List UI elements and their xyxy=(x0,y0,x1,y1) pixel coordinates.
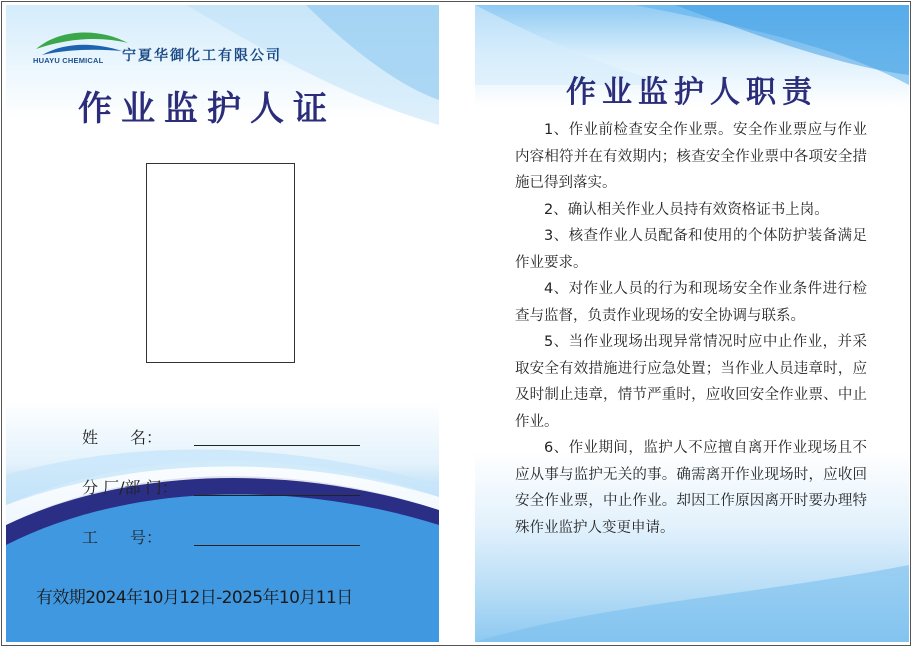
employee-number-label: 工 号： xyxy=(82,528,163,547)
card-title: 作业监护人证 xyxy=(78,89,336,129)
name-label: 姓 名： xyxy=(82,428,163,447)
duty-item: 3、核查作业人员配备和使用的个体防护装备满足作业要求。 xyxy=(515,228,867,271)
id-card-front xyxy=(6,5,439,642)
validity-period: 有效期2024年10月12日-2025年10月11日 xyxy=(36,588,353,608)
employee-number-field xyxy=(82,525,382,549)
duty-item: 6、作业期间，监护人不应擅自离开作业现场且不应从事与监护无关的事。确需离开作业现场时，应收回安全作业票，中止作业。却因工作原因离开时要办理特殊作业监护人变更申请。 xyxy=(515,440,867,536)
department-field xyxy=(82,475,382,499)
department-underline xyxy=(194,495,360,496)
duty-item: 1、作业前检查安全作业票。安全作业票应与作业内容相符并在有效期内；核查安全作业票中各项安全措施已得到落实。 xyxy=(515,122,867,191)
duty-item: 4、对作业人员的行为和现场安全作业条件进行检查与监督，负责作业现场的安全协调与联系。 xyxy=(515,281,867,324)
duty-item: 2、确认相关作业人员持有效资格证书上岗。 xyxy=(544,201,829,218)
name-field xyxy=(82,425,382,449)
id-card-back xyxy=(475,5,909,642)
name-underline xyxy=(194,445,360,446)
company-name: 宁夏华御化工有限公司 xyxy=(122,48,282,64)
employee-number-underline xyxy=(194,545,360,546)
duty-item: 5、当作业现场出现异常情况时应中止作业，并采取安全有效措施进行应急处置；当作业人员违章时，应及时制止违章，情节严重时，应收回安全作业票、中止作业。 xyxy=(515,334,867,430)
duties-title: 作业监护人职责 xyxy=(566,75,818,110)
logo-text: HUAYU CHEMICAL xyxy=(33,56,104,65)
photo-placeholder xyxy=(146,163,295,363)
department-label: 分 厂/部 门： xyxy=(82,478,178,497)
duties-list xyxy=(515,117,867,541)
